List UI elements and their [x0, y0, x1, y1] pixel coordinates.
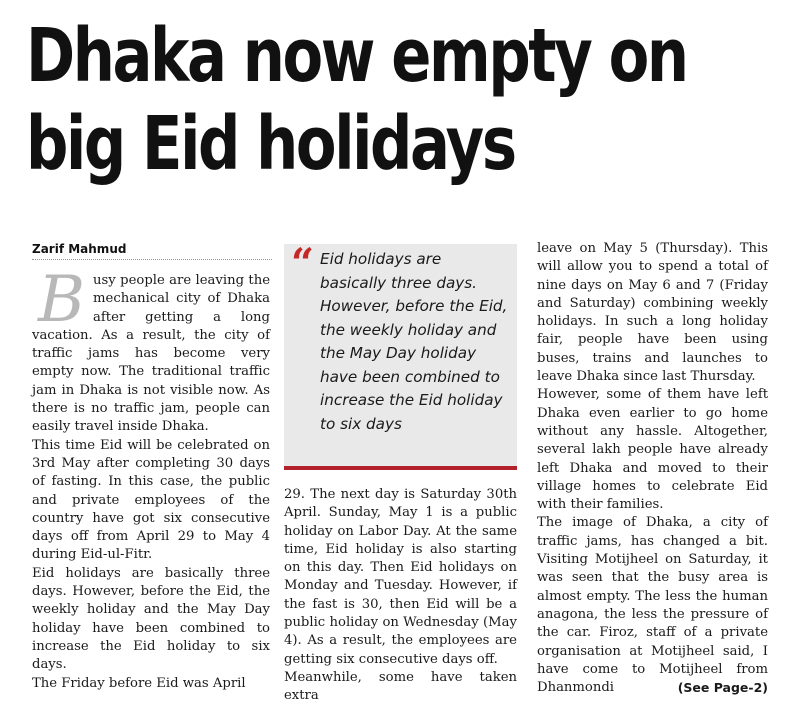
paragraph-text: The image of Dhaka, a city of traffic jams, has changed a bit. Visiting Motijheel on Saturday, it was seen that the busy area is almost empty. The less the human anagona, the less the pressure of the car. Firoz, staff of a private organisation at Motijheel said, I have come to Motijheel from Dhanmondi	[537, 515, 768, 696]
paragraph: 29. The next day is Saturday 30th April. Sunday, May 1 is a public holiday on Labor Day. At the same time, Eid holiday is also starting on this day. Then Eid holidays on Monday and Tuesday. However, if the fast is 30, then Eid will be a public holiday on Wednesday (May 4). As a result, the employees are getting six consecutive days off.	[284, 487, 517, 667]
article-column-1	[32, 263, 270, 693]
article-column-3	[537, 240, 768, 697]
byline: Zarif Mahmud	[32, 242, 127, 256]
quote-mark-icon: “	[291, 240, 315, 287]
drop-cap: B	[38, 263, 86, 337]
pull-quote-text: Eid holidays are basically three days. However, before the Eid, the weekly holiday and the May Day holiday have been combined to increase the Eid holiday to six days	[320, 250, 508, 433]
paragraph: The Friday before Eid was April	[32, 675, 246, 691]
paragraph: Eid holidays are basically three days. However, before the Eid, the weekly holiday and the May Day holiday have been combined to increase the Eid holiday to six days.	[32, 565, 270, 673]
pull-quote-underline	[284, 466, 517, 470]
headline: Dhaka now empty on big Eid holidays	[26, 13, 687, 187]
continued-link[interactable]: (See Page-2)	[677, 680, 768, 696]
article-column-2	[284, 486, 517, 706]
paragraph: usy people are leaving the mechanical city of Dhaka after getting a long vacation. As a result, the city of traffic jams has become very empty now. The traditional traffic jam in Dhaka is not visible now. As there is no traffic jam, people can easily travel inside Dhaka.	[32, 273, 270, 435]
paragraph: Meanwhile, some have taken extra	[284, 669, 517, 704]
paragraph	[537, 514, 768, 697]
paragraph: leave on May 5 (Thursday). This will allow you to spend a total of nine days on May 6 and 7 (Friday and Saturday) combining weekly holidays. In such a long holiday fair, people have been using buses, trains and launches to leave Dhaka since last Thursday.	[537, 241, 768, 385]
byline-divider	[32, 259, 272, 260]
paragraph: This time Eid will be celebrated on 3rd May after completing 30 days of fasting. In this case, the public and private employees of the country have got six consecutive days off from April 29 to May 4 during Eid-ul-Fitr.	[32, 437, 270, 563]
paragraph: However, some of them have left Dhaka even earlier to go home without any hassle. Altogether, several lakh people have already left Dhaka and moved to their village homes to celebrate Eid with their families.	[537, 387, 768, 513]
